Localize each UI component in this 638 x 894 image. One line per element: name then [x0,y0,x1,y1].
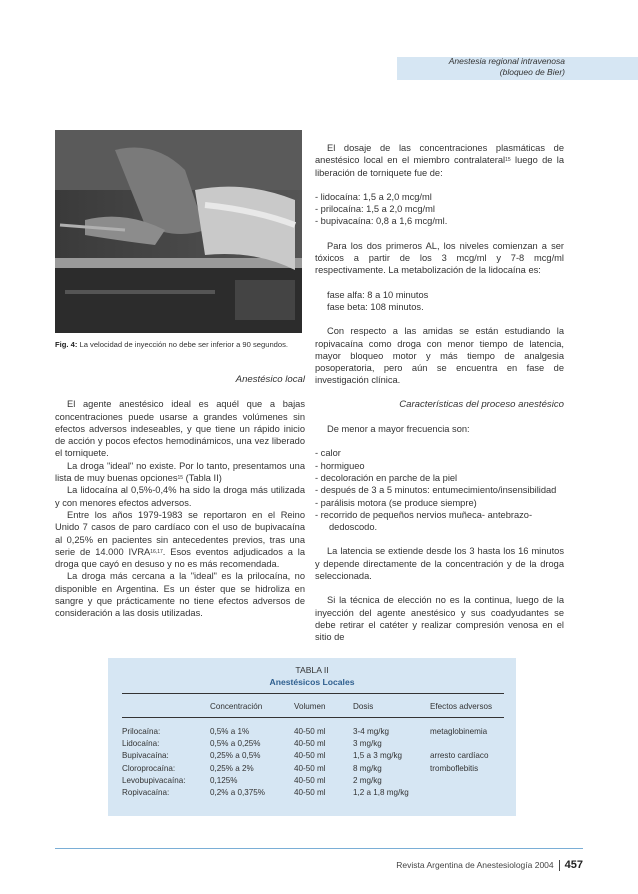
running-header [449,56,565,78]
list-item: - hormigueo [315,460,365,471]
journal-name: Revista Argentina de Anestesiología 2004 [396,860,554,870]
list-item: - bupivacaína: 0,8 a 1,6 mcg/ml. [315,216,448,227]
table-cell-concentration: 0,25% a 2% [210,763,254,773]
table-cell-dose: 3-4 mg/kg [353,727,389,736]
reference: 16,17 [150,548,163,555]
right-column [315,142,564,644]
table-cell-volume: 40-50 ml [294,727,326,736]
table-cell-volume: 40-50 ml [294,751,326,761]
paragraph-text: Entre los años 1979-1983 se reportaron en el Reino Unido 7 casos de paro cardíaco con el uso de bupivacaína al 0,25% en pacientes sin antecedentes previos, tras una serie de 14.000 IVRA [55,509,305,557]
table-subtitle: Anestésicos Locales [269,677,355,687]
dose-list [315,191,564,228]
list-item: - calor [315,448,341,459]
table-cell-concentration: 0,5% a 0,25% [210,739,261,749]
table-cell-concentration: 0,5% a 1% [210,727,250,736]
table-cell-concentration: 0,25% a 0,5% [210,751,261,761]
table-cell-dose: 2 mg/kg [353,775,382,785]
table-header-efectos: Efectos adversos [430,702,493,711]
paragraph: Para los dos primeros AL, los niveles comienzan a ser tóxicos a partir de los 3 mcg/ml y 7-8 mcg/ml respectivamente. La metabolización de la lidocaína es: [315,240,564,276]
table-cell-dose: 1,5 a 3 mg/kg [353,751,403,761]
section-title-anestesico-local: Anestésico local [235,374,305,385]
table-cell-dose: 3 mg/kg [353,739,382,749]
reference: 15 [177,475,184,482]
table-header-volumen: Volumen [294,702,326,711]
list-item: - decoloración en parche de la piel [315,472,458,483]
figure-photo [55,130,302,333]
header-line-1: Anestesia regional intravenosa [448,56,565,66]
table-cell-concentration: 0,2% a 0,375% [210,788,265,797]
table-cell-adverse: arresto cardíaco [430,751,489,761]
table-cell-volume: 40-50 ml [294,763,326,773]
phase-item: fase beta: 108 minutos. [327,301,424,312]
table-cell-drug: Bupivacaína: [122,751,169,761]
reference: 15 [505,157,511,164]
paragraph: Si la técnica de elección no es la continua, luego de la inyección del agente anestésico y sus coadyudantes se debe retirar el catéter y realizar compresión venosa en el sitio de [315,595,564,643]
table-cell-drug: Lidocaína: [122,739,160,749]
phase-item: fase alfa: 8 a 10 minutos [327,289,429,300]
page-number: 457 [564,859,583,871]
paragraph-text: (Tabla II) [183,473,222,484]
paragraph-text: luego de la liberación de torniquete fue de: [315,155,564,178]
table-rule-top [122,693,504,694]
table-cell-concentration: 0,125% [210,775,238,785]
table-header-concentracion: Concentración [210,702,263,711]
table-cell-drug: Cloroprocaína: [122,763,176,773]
figure-label: Fig. 4: [55,340,78,349]
table-rule-header [122,717,504,718]
list-item: - parálisis motora (se produce siempre) [315,497,477,508]
paragraph [55,509,305,570]
footer-rule [55,848,583,849]
header-line-2: (bloqueo de Bier) [499,67,565,77]
paragraph: De menor a mayor frecuencia son: [327,424,470,435]
table-cell-adverse: metaglobinemia [430,727,488,736]
list-item: - recorrido de pequeños nervios muñeca- antebrazo-dedoscodo. [315,509,533,533]
table-cell-drug: Prilocaína: [122,727,161,736]
injection-photo-illustration [55,130,302,333]
features-list [315,447,564,533]
paragraph [55,460,305,485]
list-item: - prilocaína: 1,5 a 2,0 mcg/ml [315,204,435,215]
section-title-caracteristicas: Características del proceso anestésico [399,398,564,410]
footer-separator [559,860,560,871]
left-column [55,374,305,620]
figure-caption-text: La velocidad de inyección no debe ser inferior a 90 segundos. [77,340,289,349]
paragraph: El agente anestésico ideal es aquél que a bajas concentraciones puede usarse a grandes volúmenes sin efectos adversos indeseables, y que tiene un rápido inicio de acción y pocos efectos hemodinámicos, una vez liberado el torniquete. [55,399,305,459]
paragraph: Con respecto a las amidas se están estudiando la ropivacaína como droga con menor tiempo de latencia, mayor bloqueo motor y más tiempo de analgesia posoperatoria, pero aún se encuentra en fase de investigación clínica. [315,326,564,386]
list-item: - lidocaína: 1,5 a 2,0 mcg/ml [315,191,432,202]
paragraph-text: La droga "ideal" no existe. Por lo tanto, presentamos una lista de muy buenas opciones [55,460,305,484]
table-cell-volume: 40-50 ml [294,775,326,785]
paragraph-text: . Esos eventos adjudicados a la droga que cayó en desuso y no es más recomendada. [55,546,306,570]
list-item: - después de 3 a 5 minutos: entumecimiento/insensibilidad [315,485,557,496]
paragraph: La latencia se extiende desde los 3 hasta los 16 minutos y depende directamente de la concentración y de la droga seleccionada. [315,546,564,582]
paragraph [315,142,564,179]
paragraph: La lidocaína al 0,5%-0,4% ha sido la droga más utilizada y con menores efectos adversos. [55,485,305,508]
table-cell-dose: 1,2 a 1,8 mg/kg [353,788,409,797]
table-cell-drug: Ropivacaína: [122,788,170,797]
table-cell-volume: 40-50 ml [294,788,326,797]
paragraph: La droga más cercana a la "ideal" es la prilocaína, no disponible en Argentina. Es un éster que se hidroliza en sangre y que prácticamente no tiene efectos adversos de consideración a las dosis utilizadas. [55,571,305,619]
table-title: TABLA II [295,665,329,675]
figure-caption [55,340,305,349]
table-cell-volume: 40-50 ml [294,739,326,749]
table-cell-drug: Levobupivacaína: [122,775,186,785]
table-cell-adverse: tromboflebitis [430,763,479,773]
table-cell-dose: 8 mg/kg [353,763,382,773]
paragraph-text: El dosaje de las concentraciones plasmáticas de anestésico local en el miembro contralateral [315,143,564,166]
footer [396,859,583,871]
table-header-dosis: Dosis [353,702,374,711]
